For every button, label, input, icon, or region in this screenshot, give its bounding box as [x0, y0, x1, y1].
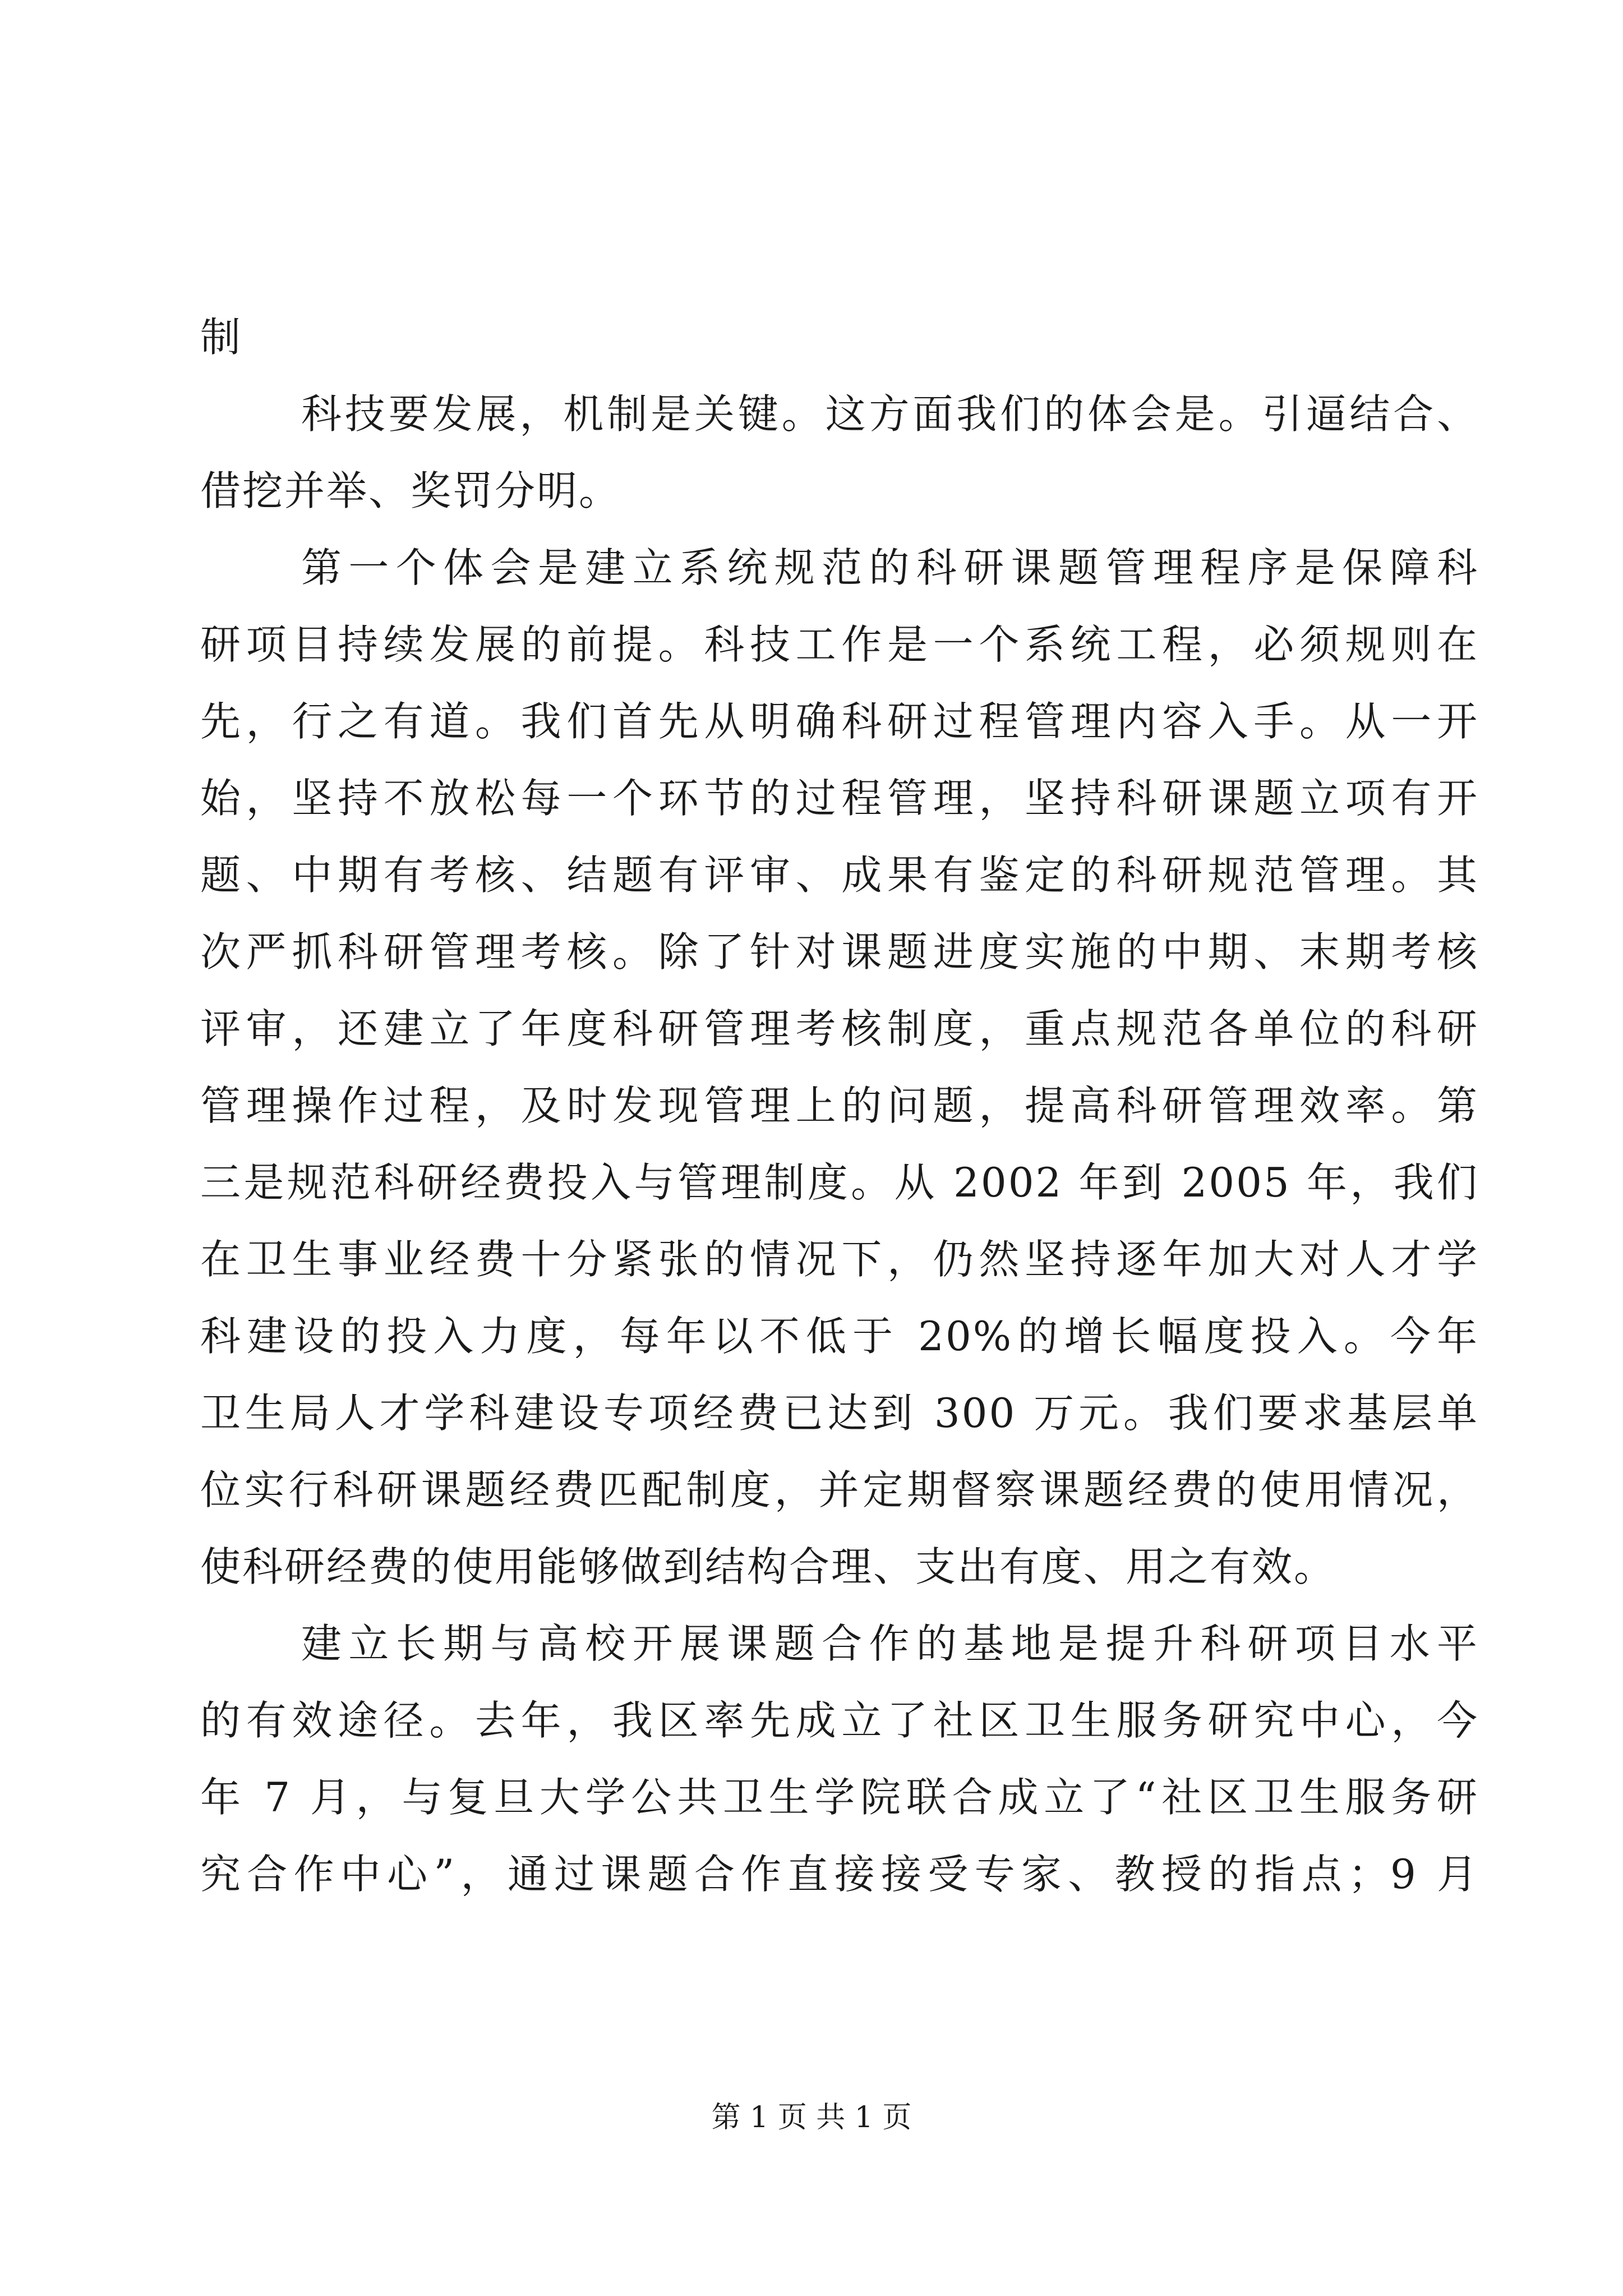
text-line-heading-fragment: 制 [200, 314, 243, 361]
text-line: 在卫生事业经费十分紧张的情况下，仍然坚持逐年加大对人才学 [200, 1236, 1479, 1283]
text-line: 卫生局人才学科建设专项经费已达到 300 万元。我们要求基层单 [200, 1389, 1479, 1437]
body-text [200, 299, 1479, 1913]
text-line-paragraph-start: 第一个体会是建立系统规范的科研课题管理程序是保障科 [301, 544, 1479, 591]
text-line: 位实行科研课题经费匹配制度，并定期督察课题经费的使用情况， [200, 1466, 1479, 1513]
text-line: 先，行之有道。我们首先从明确科研过程管理内容入手。从一开 [200, 698, 1479, 745]
text-line: 研项目持续发展的前提。科技工作是一个系统工程，必须规则在 [200, 621, 1479, 668]
text-line: 年 7 月，与复旦大学公共卫生学院联合成立了“社区卫生服务研 [200, 1774, 1479, 1821]
text-line: 三是规范科研经费投入与管理制度。从 2002 年到 2005 年，我们 [200, 1159, 1479, 1206]
page-number-footer: 第 1 页 共 1 页 [711, 2101, 912, 2134]
text-line: 题、中期有考核、结题有评审、成果有鉴定的科研规范管理。其 [200, 852, 1479, 899]
text-line: 使科研经费的使用能够做到结构合理、支出有度、用之有效。 [200, 1543, 1336, 1590]
text-line: 借挖并举、奖罚分明。 [200, 467, 621, 514]
text-line: 评审，还建立了年度科研管理考核制度，重点规范各单位的科研 [200, 1005, 1479, 1052]
text-line: 科建设的投入力度，每年以不低于 20%的增长幅度投入。今年 [200, 1313, 1479, 1360]
text-line-paragraph-start: 建立长期与高校开展课题合作的基地是提升科研项目水平 [301, 1620, 1479, 1667]
text-line: 次严抓科研管理考核。除了针对课题进度实施的中期、末期考核 [200, 928, 1479, 976]
text-line: 管理操作过程，及时发现管理上的问题，提高科研管理效率。第 [200, 1082, 1479, 1129]
text-line: 始，坚持不放松每一个环节的过程管理，坚持科研课题立项有开 [200, 775, 1479, 822]
text-line: 的有效途径。去年，我区率先成立了社区卫生服务研究中心，今 [200, 1697, 1479, 1744]
text-line: 究合作中心”，通过课题合作直接接受专家、教授的指点；9 月 [200, 1851, 1479, 1898]
text-line-paragraph-start: 科技要发展，机制是关键。这方面我们的体会是。引逼结合、 [301, 390, 1479, 438]
